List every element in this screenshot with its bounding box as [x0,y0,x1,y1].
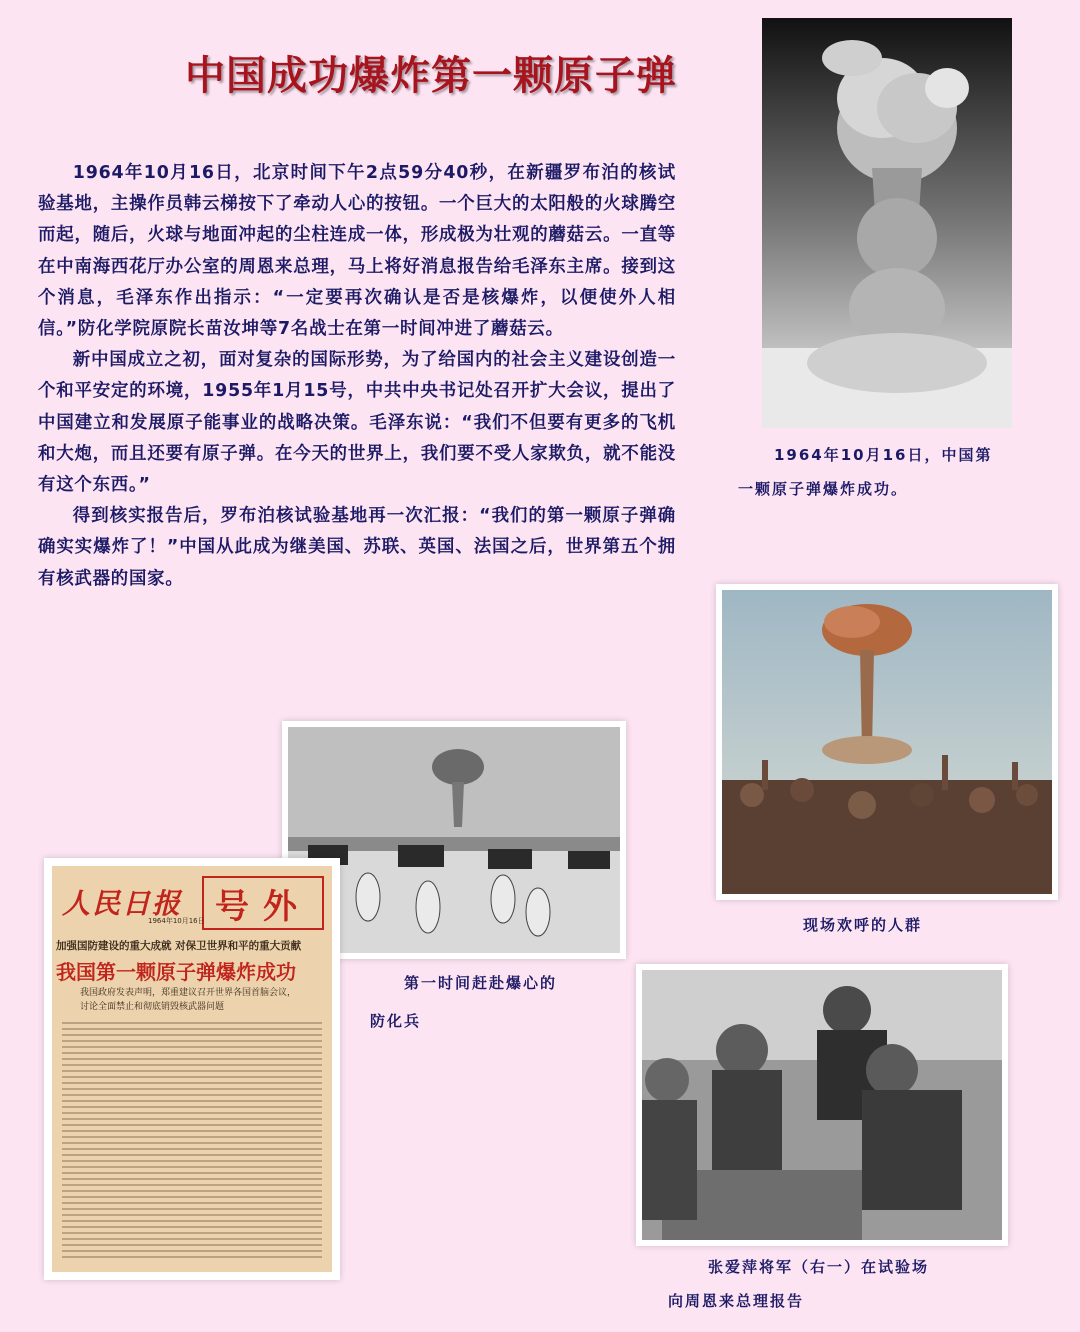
paragraph-1: 1964年10月16日，北京时间下午2点59分40秒，在新疆罗布泊的核试验基地，主操作员韩云梯按下了牵动人心的按钮。一个巨大的太阳般的火球腾空而起，随后，火球与地面冲起的尘柱连成一体，形成极为壮观的蘑菇云。一直等在中南海西花厅办公室的周恩来总理，马上将好消息报告给毛泽东主席。接到这个消息，毛泽东作出指示：“一定要再次确认是否是核爆炸，以便使外人相信。”防化学院原院长苗汝坤等7名战士在第一时间冲进了蘑菇云。 [38,163,676,340]
caption-line: 向周恩来总理报告 [668,1292,805,1310]
mushroom-cloud-caption [738,438,1038,506]
newspaper-page [52,866,332,1272]
newspaper-extra-label: 号外 [215,886,311,927]
cheering-crowd-image [722,590,1052,894]
crowd-photo [716,584,1058,900]
general-photo [636,964,1008,1246]
newspaper-subheadline: 加强国防建设的重大成就 对保卫世界和平的重大贡献 [56,940,302,952]
newspaper-body-text [62,1022,322,1258]
caption-line: 第一时间赶赴爆心的 [404,974,558,992]
paragraph-2: 新中国成立之初，面对复杂的国际形势，为了给国内的社会主义建设创造一个和平安定的环境，1955年1月15号，中共中央书记处召开扩大会议，提出了中国建立和发展原子能事业的战略决策。毛泽东说：“我们不但要有更多的飞机和大炮，而且还要有原子弹。在今天的世界上，我们要不受人家欺负，就不能没有这个东西。” [38,350,676,496]
newspaper-deck [80,986,296,1014]
caption-line: 一颗原子弹爆炸成功。 [738,480,909,498]
newspaper-photo [44,858,340,1280]
general-zhang-aiping-image [642,970,1002,1240]
soldiers-caption [370,966,557,1038]
newspaper-headline: 我国第一颗原子弹爆炸成功 [56,960,296,984]
newspaper-extra-box [202,876,324,930]
paragraph-3: 得到核实报告后，罗布泊核试验基地再一次汇报：“我们的第一颗原子弹确确实实爆炸了！”中国从此成为继美国、苏联、英国、法国之后，世界第五个拥有核武器的国家。 [38,506,676,589]
general-caption [668,1250,929,1318]
caption-line: 张爱萍将军（右一）在试验场 [708,1258,930,1276]
newspaper-masthead: 人民日报 [62,887,183,920]
newspaper-date: 1964年10月16日 [148,917,205,925]
mushroom-cloud-photo [762,18,1012,428]
newspaper-deck-line: 我国政府发表声明，郑重建议召开世界各国首脑会议， [80,988,297,998]
caption-line: 防化兵 [370,1012,422,1030]
main-article [38,158,676,595]
mushroom-cloud-image [762,18,1012,428]
crowd-caption: 现场欢呼的人群 [803,916,923,934]
page-title: 中国成功爆炸第一颗原子弹 [185,53,677,99]
newspaper-deck-line: 讨论全面禁止和彻底销毁核武器问题 [80,1002,225,1012]
caption-line: 1964年10月16日，中国第 [774,446,993,464]
